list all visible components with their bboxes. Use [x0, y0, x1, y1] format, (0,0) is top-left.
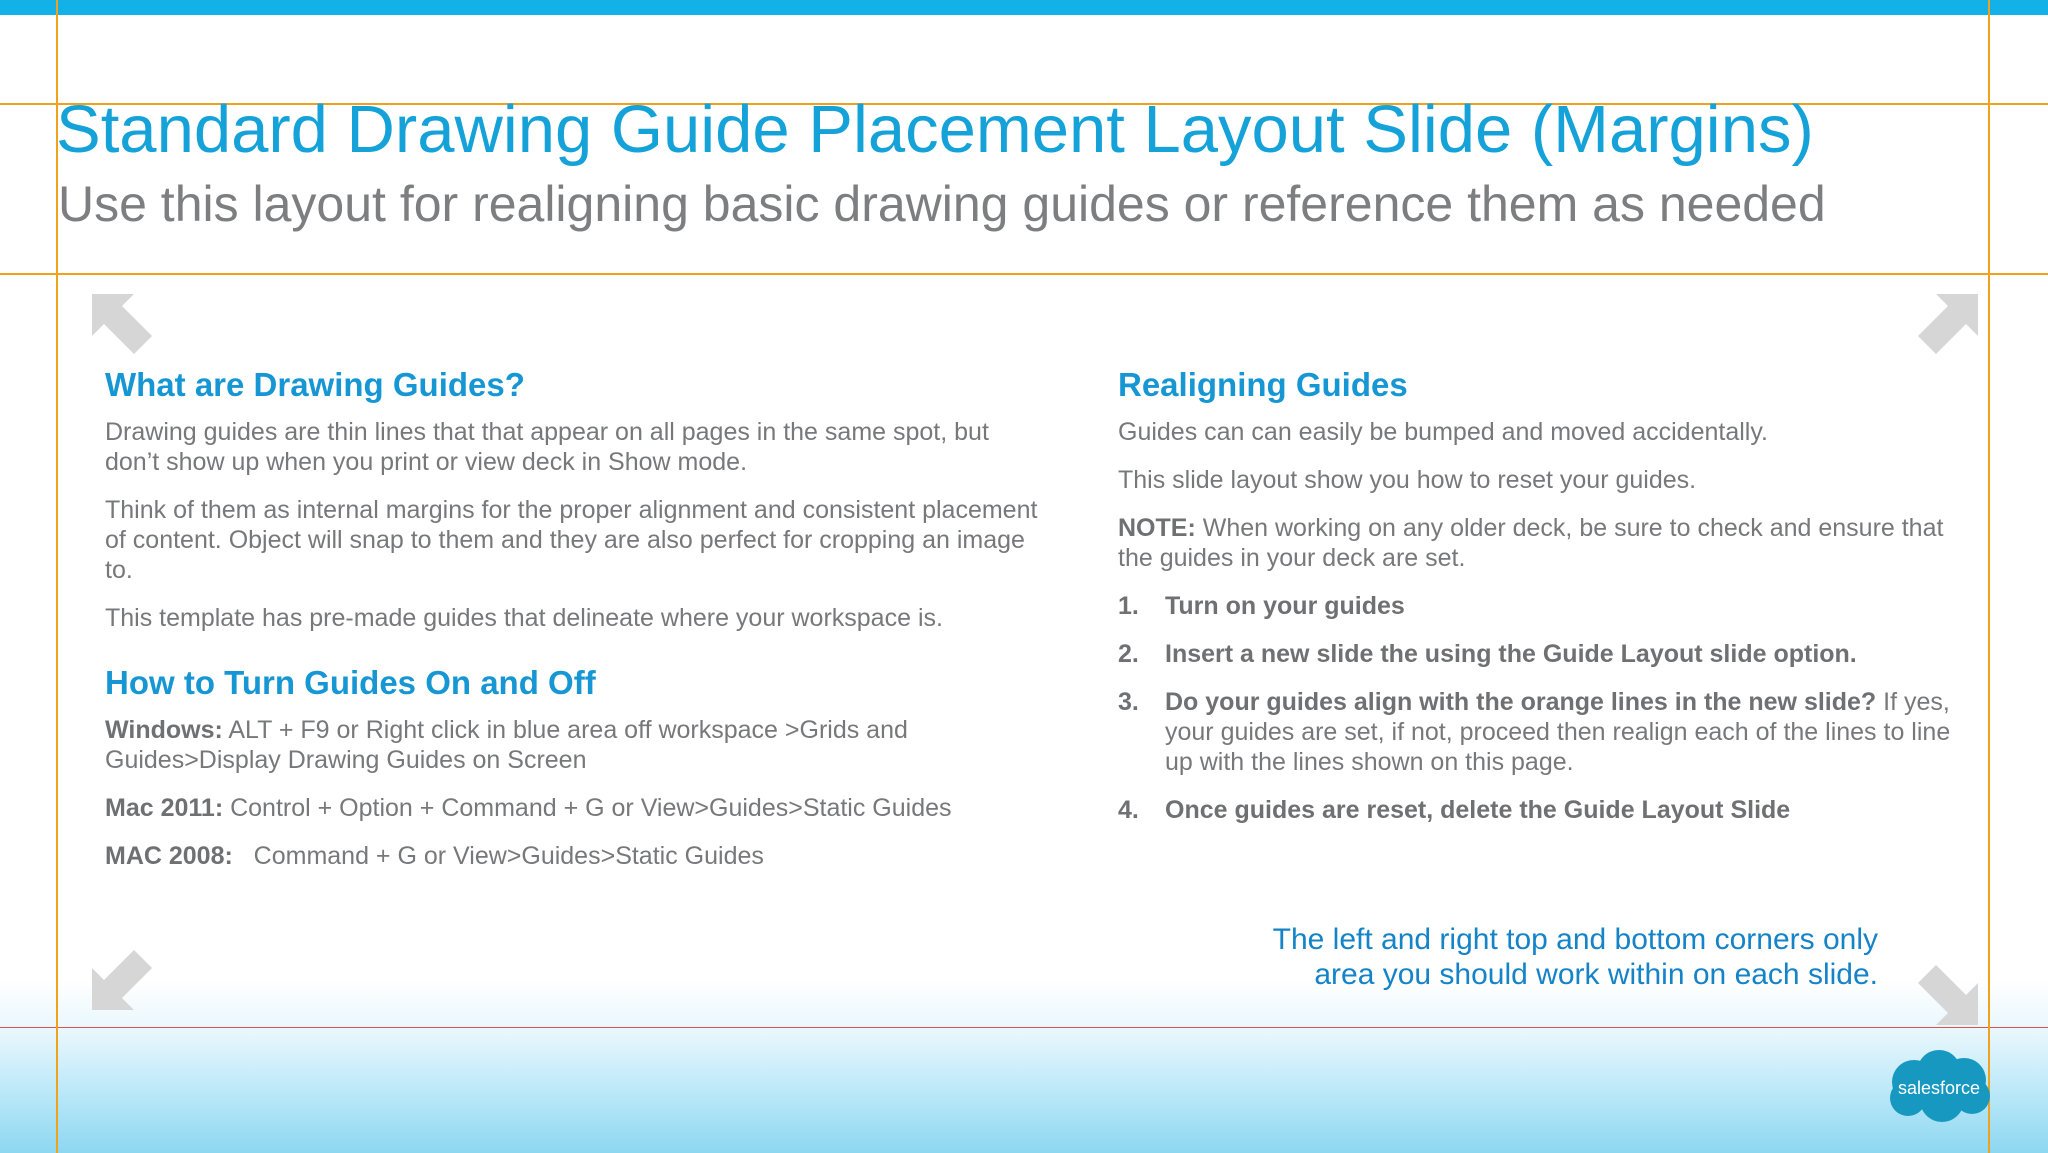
guide-vertical-left [56, 0, 58, 1153]
guide-horizontal-content-top [0, 273, 2048, 275]
list-item [1118, 639, 1978, 669]
paragraph-bumped: Guides can can easily be bumped and moved accidentally. [1118, 418, 1768, 446]
step-bold-text: Insert a new slide the using the Guide Layout slide option. [1165, 640, 1857, 668]
workspace-note [1273, 922, 1878, 992]
step-text: If yes, your guides are set, if not, proceed then realign each of the lines to line up with the lines shown on this page. [1165, 688, 1951, 776]
arrow-bottom-left-icon [90, 942, 160, 1012]
slide-title: Standard Drawing Guide Placement Layout Slide (Margins) [56, 92, 1814, 167]
slide-subtitle: Use this layout for realigning basic drawing guides or reference them as needed [58, 176, 1826, 232]
windows-text: ALT + F9 or Right click in blue area off workspace >Grids and Guides>Display Drawing Guides on Screen [105, 716, 908, 774]
paragraph-reset: This slide layout show you how to reset your guides. [1118, 466, 1697, 494]
list-item [1118, 687, 1978, 777]
steps-list [1118, 591, 1978, 825]
paragraph-margins: Think of them as internal margins for the proper alignment and consistent placement of content. Object will snap to them and they are also perfect for cropping an image to. [105, 496, 1038, 584]
heading-realigning: Realigning Guides [1118, 366, 1408, 403]
mac2008-instructions [105, 841, 1045, 871]
list-item [1118, 591, 1978, 621]
guide-vertical-right [1988, 0, 1990, 1153]
note-label: NOTE: [1118, 514, 1196, 542]
salesforce-logo-icon [1884, 1048, 1994, 1126]
note-text: When working on any older deck, be sure to check and ensure that the guides in your deck are set. [1118, 514, 1944, 572]
workspace-note-line2: area you should work within on each slide. [1314, 958, 1878, 991]
arrow-top-left-icon [90, 292, 160, 362]
windows-instructions [105, 715, 1045, 775]
mac2008-text: Command + G or View>Guides>Static Guides [232, 842, 764, 870]
logo-text: salesforce [1897, 1078, 1981, 1098]
left-column [105, 365, 1045, 889]
note-paragraph [1118, 513, 1978, 573]
top-accent-bar [0, 0, 2048, 15]
step-number: 3. [1118, 688, 1139, 716]
heading-what-are-guides: What are Drawing Guides? [105, 366, 525, 403]
step-number: 1. [1118, 592, 1139, 620]
step-bold-text: Do your guides align with the orange lines in the new slide? [1165, 688, 1877, 716]
paragraph-definition: Drawing guides are thin lines that that appear on all pages in the same spot, but don’t show up when you print or view deck in Show mode. [105, 418, 989, 476]
bottom-red-line [0, 1027, 2048, 1028]
workspace-note-line1: The left and right top and bottom corners only [1272, 923, 1878, 956]
mac2008-label: MAC 2008: [105, 842, 233, 870]
arrow-bottom-right-icon [1910, 957, 1980, 1027]
mac2011-text: Control + Option + Command + G or View>Guides>Static Guides [223, 794, 952, 822]
mac2011-instructions [105, 793, 1045, 823]
heading-turn-on-off: How to Turn Guides On and Off [105, 664, 596, 701]
right-column [1118, 365, 1978, 843]
paragraph-template: This template has pre-made guides that delineate where your workspace is. [105, 604, 943, 632]
bottom-gradient-band [0, 980, 2048, 1153]
mac2011-label: Mac 2011: [105, 794, 224, 822]
step-bold-text: Once guides are reset, delete the Guide Layout Slide [1165, 796, 1791, 824]
step-number: 4. [1118, 796, 1139, 824]
list-item [1118, 795, 1978, 825]
step-number: 2. [1118, 640, 1139, 668]
arrow-top-right-icon [1910, 292, 1980, 362]
windows-label: Windows: [105, 716, 223, 744]
step-bold-text: Turn on your guides [1165, 592, 1405, 620]
